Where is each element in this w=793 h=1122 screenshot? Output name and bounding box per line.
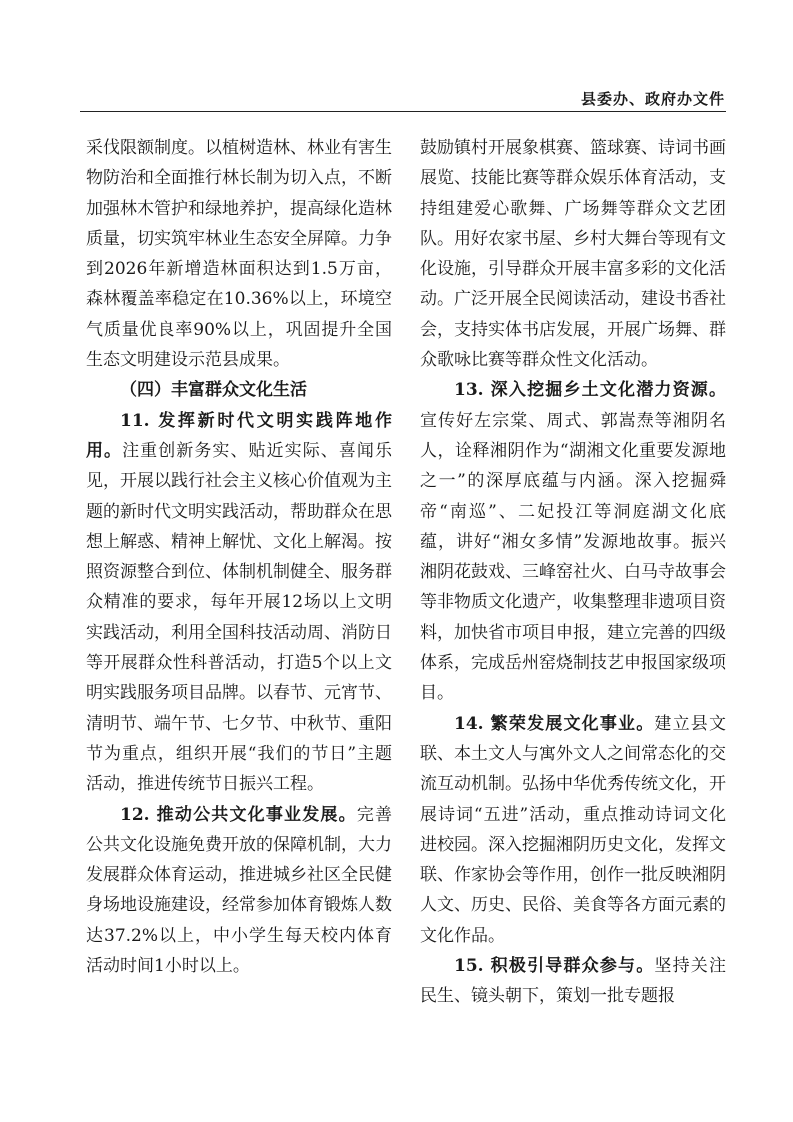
- paragraph-15-title: 15. 积极引导群众参与。: [454, 956, 655, 977]
- paragraph-15-body: 坚持关注民生、镜头朝下，策划一批专题报: [420, 956, 726, 1007]
- paragraph-15: [420, 951, 726, 1012]
- paragraph-13: [420, 375, 726, 708]
- paragraph-14-title: 14. 繁荣发展文化事业。: [454, 713, 655, 734]
- paragraph-11-title: 11. 发挥新时代文明实践阵地作用。: [86, 410, 392, 461]
- paragraph-11: [86, 406, 392, 800]
- paragraph-14-body: 建立县文联、本土文人与寓外文人之间常态化的交流互动机制。弘扬中华优秀传统文化，开展诗词“五进”活动，重点推动诗词文化进校园。深入挖掘湘阴历史文化，发挥文联、作家协会等作用，创作一批反映湘阴人文、历史、民俗、美食等各方面元素的文化作品。: [420, 713, 726, 946]
- paragraph-12-title: 12. 推动公共文化事业发展。: [120, 804, 357, 825]
- paragraph-forestry: 采伐限额制度。以植树造林、林业有害生物防治和全面推行林长制为切入点，不断加强林木管护和绿地养护，提高绿化造林质量，切实筑牢林业生态安全屏障。力争到2026年新增造林面积达到1.5万亩，森林覆盖率稳定在10.36%以上，环境空气质量优良率90%以上，巩固提升全国生态文明建设示范县成果。: [86, 138, 392, 371]
- paragraph-13-body: 宣传好左宗棠、周式、郭嵩焘等湘阴名人，诠释湘阴作为“湖湘文化重要发源地之一”的深厚底蕴与内涵。深入挖掘舜帝“南巡”、二妃投江等洞庭湖文化底蕴，讲好“湘女多情”发源地故事。振兴湘阴花鼓戏、三峰窑社火、白马寺故事会等非物质文化遗产，收集整理非遗项目资料，加快省市项目申报，建立完善的四级体系，完成岳州窑烧制技艺申报国家级项目。: [420, 410, 726, 704]
- paragraph-12-continued: 鼓励镇村开展象棋赛、篮球赛、诗词书画展览、技能比赛等群众娱乐体育活动，支持组建爱心歌舞、广场舞等群众文艺团队。用好农家书屋、乡村大舞台等现有文化设施，引导群众开展丰富多彩的文化活动。广泛开展全民阅读活动，建设书香社会，支持实体书店发展，开展广场舞、群众歌咏比赛等群众性文化活动。: [420, 138, 726, 371]
- paragraph-11-body: 注重创新务实、贴近实际、喜闻乐见，开展以践行社会主义核心价值观为主题的新时代文明实践活动，帮助群众在思想上解惑、精神上解忧、文化上解渴。按照资源整合到位、体制机制健全、服务群众精准的要求，每年开展12场以上文明实践活动，利用全国科技活动周、消防日等开展群众性科普活动，打造5个以上文明实践服务项目品牌。以春节、元宵节、清明节、端午节、七夕节、中秋节、重阳节为重点，组织开展“我们的节日”主题活动，推进传统节日振兴工程。: [86, 440, 392, 795]
- header-rule: [80, 111, 726, 112]
- paragraph-13-title: 13. 深入挖掘乡土文化潜力资源。: [454, 380, 726, 401]
- paragraph-12: [86, 800, 392, 982]
- paragraph-14: [420, 709, 726, 951]
- paragraph-12-body: 完善公共文化设施免费开放的保障机制，大力发展群众体育运动，推进城乡社区全民健身场地设施建设，经常参加体育锻炼人数达37.2%以上，中小学生每天校内体育活动时间1小时以上。: [86, 804, 393, 977]
- section-subheading: （四）丰富群众文化生活: [120, 380, 307, 401]
- right-column: [420, 133, 726, 1012]
- left-column: [86, 133, 392, 981]
- document-header-title: 县委办、政府办文件: [580, 90, 725, 108]
